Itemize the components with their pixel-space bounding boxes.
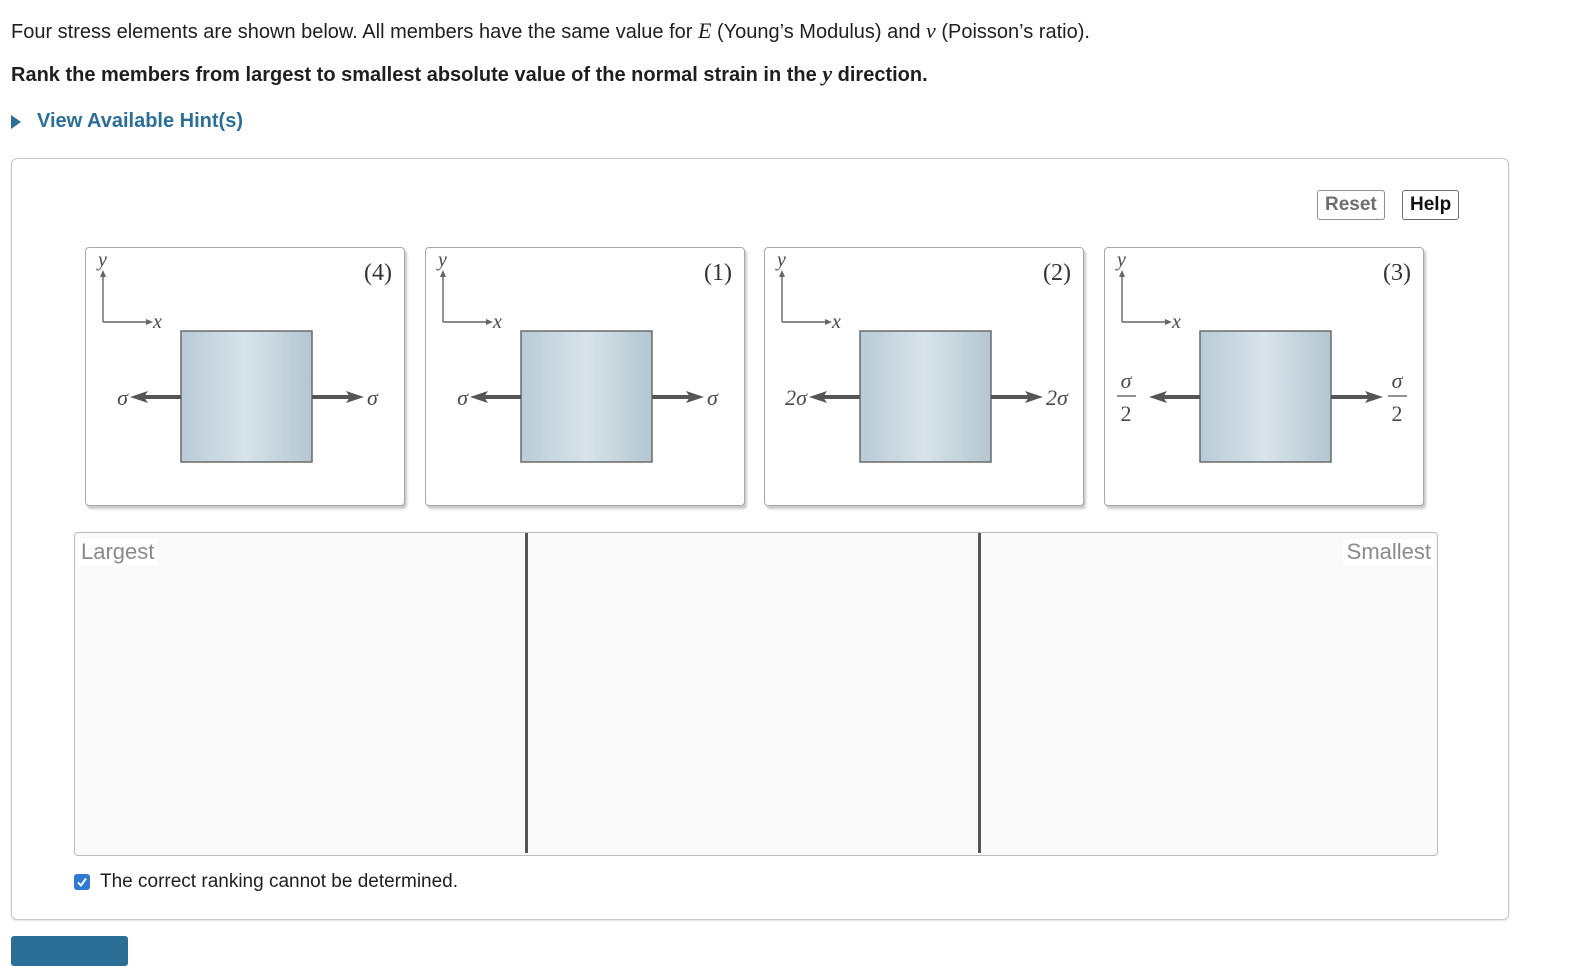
question-text — [11, 61, 928, 88]
x-axis-label: x — [1172, 311, 1181, 333]
smallest-label: Smallest — [1343, 539, 1435, 565]
cannot-determine-checkbox[interactable] — [74, 874, 90, 890]
stress-element-card-4[interactable] — [85, 247, 405, 506]
largest-label: Largest — [77, 539, 158, 565]
member-number: (3) — [1383, 260, 1411, 286]
help-button[interactable]: Help — [1402, 190, 1459, 220]
rank-slot-1[interactable] — [75, 533, 525, 853]
right-load-label: σ — [707, 385, 718, 410]
intro-part1: Four stress elements are shown below. All members have the same value for — [11, 21, 698, 43]
axes-icon — [96, 249, 162, 333]
stress-block — [181, 331, 312, 462]
left-load-arrow — [130, 391, 181, 403]
right-load-arrow — [1331, 391, 1383, 403]
member-number: (4) — [364, 260, 392, 286]
axes-icon — [1115, 249, 1181, 333]
axes-icon — [775, 249, 841, 333]
submit-button[interactable] — [11, 936, 128, 966]
stress-element-card-1[interactable] — [425, 247, 745, 506]
rank-slot-3[interactable] — [981, 533, 1436, 853]
y-axis-label: y — [1117, 249, 1126, 271]
left-load-label: 2σ — [785, 385, 807, 410]
stress-block — [521, 331, 652, 462]
right-load-denominator: 2 — [1391, 401, 1403, 426]
right-load-label: σ — [1391, 368, 1403, 393]
ranking-drop-area[interactable] — [74, 532, 1438, 856]
stress-element-card-3[interactable] — [1104, 247, 1424, 506]
stress-element-figure — [426, 248, 744, 505]
hint-label: View Available Hint(s) — [37, 110, 243, 132]
intro-part2: (Young’s Modulus) and — [711, 21, 927, 43]
poisson-symbol: ν — [926, 18, 936, 43]
left-load-denominator: 2 — [1120, 401, 1132, 426]
right-load-label: σ — [367, 385, 378, 410]
youngs-modulus-symbol: E — [697, 18, 712, 43]
x-axis-label: x — [832, 311, 841, 333]
stress-block — [1200, 331, 1331, 462]
rank-slot-2[interactable] — [528, 533, 978, 853]
question-part2: direction. — [832, 64, 928, 86]
left-load-arrow — [470, 391, 521, 403]
x-axis-label: x — [493, 311, 502, 333]
member-number: (2) — [1043, 260, 1071, 286]
axes-icon — [436, 249, 502, 333]
stress-block — [860, 331, 991, 462]
right-load-arrow — [991, 391, 1043, 403]
expand-triangle-icon — [11, 115, 21, 129]
right-load-arrow — [312, 391, 364, 403]
right-load-label: 2σ — [1046, 385, 1068, 410]
stress-element-figure — [1105, 248, 1423, 505]
member-number: (1) — [704, 260, 732, 286]
left-load-label: σ — [1120, 368, 1132, 393]
intro-text — [11, 18, 1090, 45]
right-load-arrow — [652, 391, 704, 403]
left-load-arrow — [809, 391, 860, 403]
cannot-determine-label: The correct ranking cannot be determined. — [100, 871, 459, 892]
left-load-label: σ — [457, 385, 468, 410]
x-axis-label: x — [153, 311, 162, 333]
checkmark-icon — [76, 876, 88, 888]
y-axis-label: y — [777, 249, 786, 271]
stress-element-figure — [86, 248, 404, 505]
left-load-arrow — [1149, 391, 1200, 403]
stress-element-card-2[interactable] — [764, 247, 1084, 506]
y-axis-label: y — [438, 249, 447, 271]
left-load-label: σ — [117, 385, 128, 410]
cannot-determine-row — [74, 871, 458, 893]
reset-button[interactable]: Reset — [1317, 190, 1385, 220]
y-axis-label: y — [98, 249, 107, 271]
question-y-symbol: y — [822, 61, 833, 86]
stress-element-figure — [765, 248, 1083, 505]
question-part1: Rank the members from largest to smallest absolute value of the normal strain in the — [11, 64, 823, 86]
view-hints-link[interactable] — [11, 110, 243, 133]
intro-part3: (Poisson’s ratio). — [935, 21, 1090, 43]
